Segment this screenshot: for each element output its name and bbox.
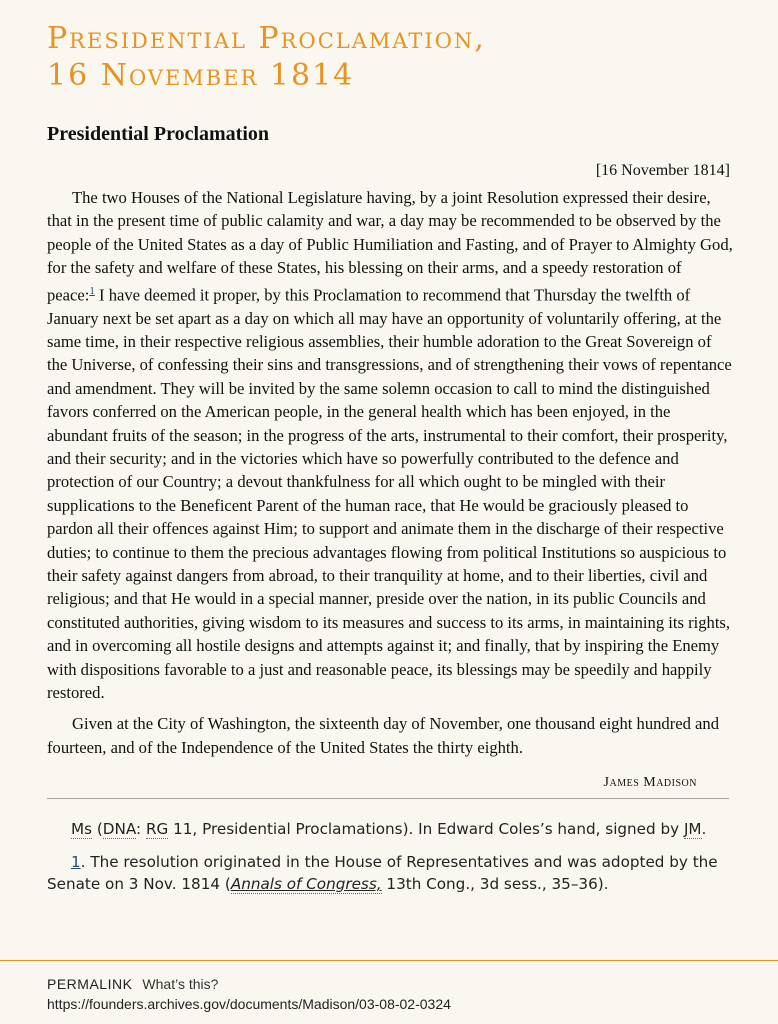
signature: James Madison (603, 775, 697, 790)
abbr-jm[interactable]: JM (683, 820, 702, 838)
permalink-section (47, 974, 451, 1014)
document-heading: Presidential Proclamation (47, 123, 270, 145)
page-title-line-1: Presidential Proclamation, (47, 21, 486, 56)
body-paragraph-1 (47, 186, 733, 704)
footnote-1: 1. The resolution originated in the House of Representatives and was adopted by the Senate on 3 Nov. 1814 (Annals of Congress, 13th Cong., 3d sess., 35–36). (47, 852, 718, 893)
whats-this-link[interactable]: What’s this? (142, 976, 219, 992)
divider (47, 798, 729, 799)
document-body (47, 186, 733, 767)
page-title-line-2: 16 November 1814 (47, 58, 355, 93)
document-date: [16 November 1814] (595, 162, 730, 179)
abbr-rg[interactable]: RG (145, 820, 169, 838)
paragraph-1-text-a: The two Houses of the National Legislature having, by a joint Resolution expressed their desire, that in the present time of public calamity and war, a day may be recommended to be observed by the people of the United States as a day of Public Humiliation and Fasting, and of Prayer to Almighty God, for the safety and welfare of these States, his blessing on their arms, and a speedy restoration of peace: (47, 188, 733, 305)
permalink-label: PERMALINK (47, 976, 133, 992)
source-note: Ms (DNA: RG 11, Presidential Proclamations). In Edward Coles’s hand, signed by JM. (71, 820, 707, 838)
body-paragraph-2: Given at the City of Washington, the sixteenth day of November, one thousand eight hundred and fourteen, and of the Independence of the United States the thirty eighth. (47, 714, 720, 757)
footnote-ref-1[interactable]: 1 (89, 284, 95, 297)
abbr-ms[interactable]: Ms (71, 820, 93, 838)
page-title (47, 20, 486, 94)
footnote-1-number[interactable]: 1 (71, 852, 81, 871)
footer-divider (0, 960, 778, 961)
notes-section (47, 818, 727, 906)
permalink-url[interactable]: https://founders.archives.gov/documents/Madison/03-08-02-0324 (47, 996, 451, 1012)
paragraph-1-text-b: I have deemed it proper, by this Proclamation to recommend that Thursday the twelfth of January next be set apart as a day on which all may have an opportunity of voluntarily offering, at the same time, in their respective religious assemblies, their humble adoration to the Great Sovereign of the Universe, of confessing their sins and transgressions, and of strengthening their vows of repentance and amendment. They will be invited by the same solemn occasion to call to mind the distinguished favors conferred on the American people, in the general health which has been enjoyed, in the abundant fruits of the season; in the progress of the arts, instrumental to their comfort, their prosperity, and their security; and in the victories which have so powerfully contributed to the defence and protection of our Country; a devout thankfulness for all which ought to be mingled with their supplications to the Beneficent Parent of the human race, that He would be graciously pleased to pardon all their offences against Him; to support and animate them in the discharge of their respective duties; to continue to them the precious advantages flowing from political Institutions so auspicious to their safety against dangers from abroad, to their tranquility at home, and to their liberties, civil and religious; and that He would in a special manner, preside over the nation, in its public Councils and constituted authorities, giving wisdom to its measures and success to its arms, in maintaining its rights, and in overcoming all hostile designs and attempts against it; and finally, that by inspiring the Enemy with dispositions favorable to a just and reasonable peace, its blessings may be speedily and happily restored. (47, 285, 732, 703)
abbr-dna[interactable]: DNA (102, 820, 136, 838)
citation-annals-of-congress[interactable]: Annals of Congress, (230, 875, 382, 893)
